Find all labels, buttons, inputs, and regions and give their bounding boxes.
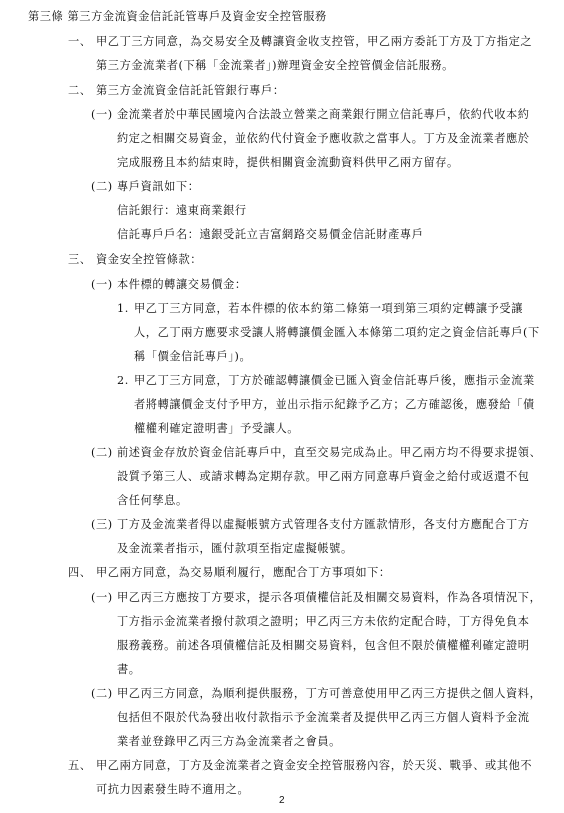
item-line: 甲乙丙三方應按丁方要求，提示各項債權信託及相關交易資料，作為各項情況下， xyxy=(117,591,542,604)
section-1-line: 甲乙丁三方同意，為交易安全及轉讓資金收支控管，甲乙兩方委託丁方及丁方指定之 xyxy=(96,35,533,48)
sub-item-number: 2. xyxy=(117,374,129,387)
item-line: 專戶資訊如下： xyxy=(117,180,200,193)
sub-item-line: 甲乙丁三方同意，若本件標的依本約第二條第一項到第三項約定轉讓予受讓 xyxy=(134,302,523,315)
sub-item-number: 1. xyxy=(117,302,129,315)
item-line: 設質予第三人、或請求轉為定期存款。甲乙兩方同意專戶資金之給付或返還不包 xyxy=(117,470,530,483)
sub-item-line: 者將轉讓價金支付予甲方，並出示指示紀錄予乙方；乙方確認後，應發給「債 xyxy=(134,398,535,411)
item-number: (三) xyxy=(91,518,113,531)
item-number: (二) xyxy=(91,446,113,459)
account-name: 信託專戶戶名：遠銀受託立吉富網路交易價金信託財產專戶 xyxy=(117,228,424,241)
item-number: (一) xyxy=(91,108,113,121)
item-line: 前述資金存放於資金信託專戶中，直至交易完成為止。甲乙兩方均不得要求提領、 xyxy=(117,446,542,459)
item-line: 及金流業者指示，匯付款項至指定虛擬帳號。 xyxy=(117,542,353,555)
section-4-number: 四、 xyxy=(68,566,92,579)
section-1-number: 一、 xyxy=(68,35,92,48)
section-3-heading: 資金安全控管條款： xyxy=(96,253,203,266)
section-3-number: 三、 xyxy=(68,253,92,266)
item-number: (一) xyxy=(91,278,113,291)
item-line: 業者並登錄甲乙丙三方為金流業者之會員。 xyxy=(117,735,341,748)
item-line: 甲乙丙三方同意，為順利提供服務，丁方可善意使用甲乙丙三方提供之個人資料， xyxy=(117,687,542,700)
sub-item-line: 權權利確定證明書」予受讓人。 xyxy=(134,422,300,435)
section-2-heading: 第三方金流資金信託託管銀行專戶： xyxy=(96,84,285,97)
sub-item-line: 稱「價金信託專戶」)。 xyxy=(134,350,252,363)
item-line: 書。 xyxy=(117,663,141,676)
section-5-number: 五、 xyxy=(68,759,92,772)
item-number: (二) xyxy=(91,180,113,193)
item-line: 完成服務且本約結束時，提供相關資金流動資料供甲乙兩方留存。 xyxy=(117,156,459,169)
item-number: (二) xyxy=(91,687,113,700)
item-number: (一) xyxy=(91,591,113,604)
item-line: 本件標的轉讓交易價金： xyxy=(117,278,247,291)
section-5-line: 可抗力因素發生時不適用之。 xyxy=(96,783,250,796)
item-line: 丁方指示金流業者撥付款項之證明；甲乙丙三方未依約定配合時，丁方得免負本 xyxy=(117,615,530,628)
item-line: 服務義務。前述各項債權信託及相關交易資料，包含但不限於債權權利確定證明 xyxy=(117,639,530,652)
item-line: 含任何孳息。 xyxy=(117,494,188,507)
item-line: 約定之相關交易資金，並依約代付資金予應收款之當事人。丁方及金流業者應於 xyxy=(117,132,530,145)
article-title: 第三條 第三方金流資金信託託管專戶及資金安全控管服務 xyxy=(28,10,327,23)
section-2-number: 二、 xyxy=(68,84,92,97)
section-4-heading: 甲乙兩方同意，為交易順利履行，應配合丁方事項如下： xyxy=(96,566,391,579)
section-5-line: 甲乙兩方同意，丁方及金流業者之資金安全控管服務內容，於天災、戰爭、或其他不 xyxy=(96,759,533,772)
item-line: 包括但不限於代為發出收付款指示予金流業者及提供甲乙丙三方個人資料予金流 xyxy=(117,711,530,724)
section-1-line: 第三方金流業者(下稱「金流業者」)辦理資金安全控管價金信託服務。 xyxy=(96,59,454,72)
item-line: 金流業者於中華民國境內合法設立營業之商業銀行開立信託專戶，依約代收本約 xyxy=(117,108,530,121)
sub-item-line: 甲乙丁三方同意，丁方於確認轉讓價金已匯入資金信託專戶後，應指示金流業 xyxy=(134,374,535,387)
item-line: 丁方及金流業者得以虛擬帳號方式管理各支付方匯款情形，各支付方應配合丁方 xyxy=(117,518,530,531)
bank-name: 信託銀行：遠東商業銀行 xyxy=(117,204,247,217)
sub-item-line: 人，乙丁兩方應要求受讓人將轉讓價金匯入本條第二項約定之資金信託專戶(下 xyxy=(134,326,540,339)
page-number: 2 xyxy=(279,795,285,806)
